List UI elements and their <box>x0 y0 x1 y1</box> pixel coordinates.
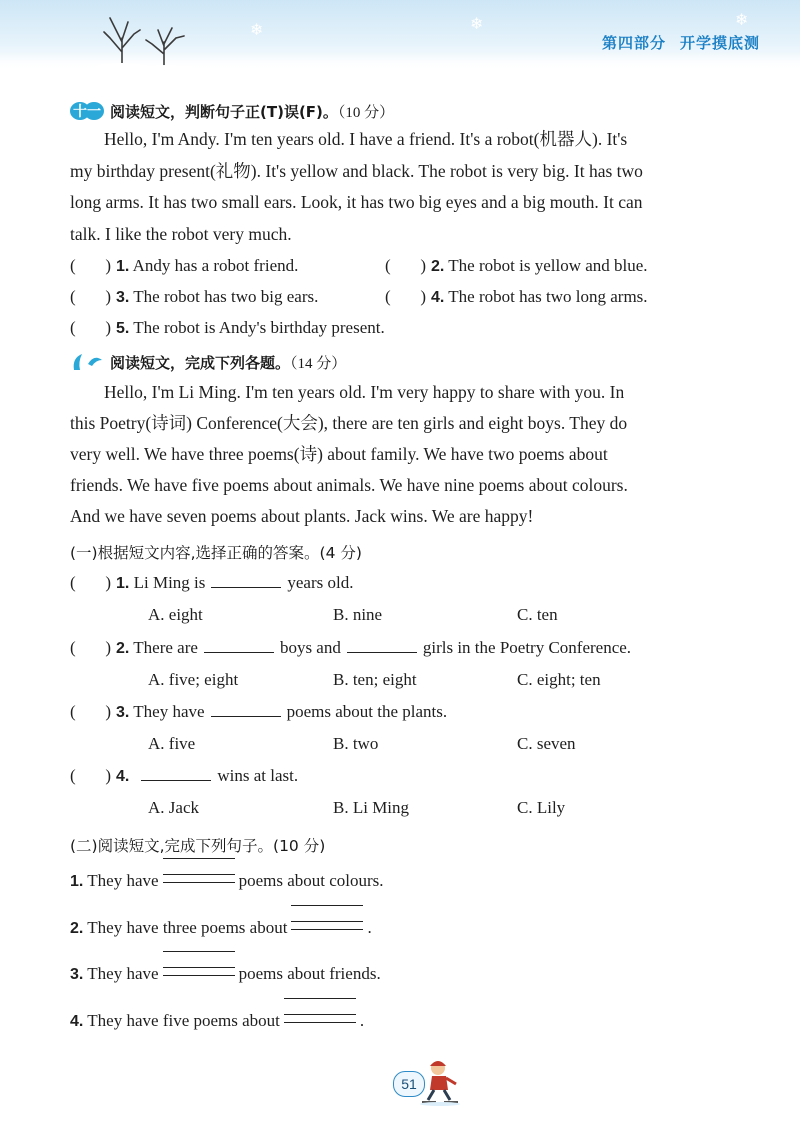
section-12-score: （14 分） <box>290 356 347 372</box>
fill-sentence-4: 4. They have five poems about . <box>70 1010 364 1031</box>
section-11-title <box>70 101 394 122</box>
answer-paren[interactable]: ( ) <box>385 287 427 306</box>
part-a-title: (一)根据短文内容,选择正确的答案。(4 分) <box>70 544 362 562</box>
header-title: 开学摸底测 <box>679 35 760 52</box>
answer-paren[interactable]: ( ) <box>70 702 112 721</box>
choice-question-1: ( ) 1. Li Ming is years old. <box>70 573 354 592</box>
answer-paren[interactable]: ( ) <box>70 256 112 275</box>
answer-blank[interactable] <box>204 638 274 653</box>
option-b[interactable]: B. two <box>333 734 379 753</box>
snowflake-icon: ❄ <box>470 14 484 33</box>
judge-item-1: ( ) 1. Andy has a robot friend. <box>70 256 299 275</box>
snowflake-icon: ❄ <box>250 20 264 39</box>
answer-paren[interactable]: ( ) <box>70 287 112 306</box>
option-c[interactable]: C. Lily <box>517 798 566 817</box>
answer-paren[interactable]: ( ) <box>70 573 112 592</box>
answer-paren[interactable]: ( ) <box>70 638 112 657</box>
snowflake-icon: ❄ <box>735 10 749 29</box>
answer-blank[interactable] <box>211 702 281 717</box>
header-part: 第四部分 <box>601 35 666 52</box>
passage-1-line-4: talk. I like the robot very much. <box>70 224 292 244</box>
passage-2-line-3: very well. We have three poems(诗) about family. We have two poems about <box>70 444 608 464</box>
passage-2-line-2: this Poetry(诗词) Conference(大会), there are ten girls and eight boys. They do <box>70 413 628 433</box>
section-number-icon <box>70 352 104 372</box>
option-c[interactable]: C. ten <box>517 605 558 624</box>
answer-blank[interactable] <box>347 638 417 653</box>
judge-item-4: ( ) 4. The robot has two long arms. <box>385 287 648 306</box>
section-11-heading: 阅读短文，判断句子正(T)误(F)。 <box>110 103 338 121</box>
passage-2-line-4: friends. We have five poems about animals. We have nine poems about colours. <box>70 475 628 495</box>
section-12-title <box>70 352 346 373</box>
passage-2-line-1: Hello, I'm Li Ming. I'm ten years old. I'm very happy to share with you. In <box>104 382 625 402</box>
passage-1-line-3: long arms. It has two small ears. Look, it has two big eyes and a big mouth. It can <box>70 192 643 212</box>
fill-sentence-2: 2. They have three poems about . <box>70 917 372 938</box>
section-12-heading: 阅读短文，完成下列各题。 <box>110 354 291 372</box>
judge-item-2: ( ) 2. The robot is yellow and blue. <box>385 256 648 275</box>
section-number-icon <box>70 101 104 121</box>
judge-item-5: ( ) 5. The robot is Andy's birthday present. <box>70 318 385 337</box>
part-b-title: (二)阅读短文,完成下列句子。(10 分) <box>70 837 326 855</box>
option-a[interactable]: A. Jack <box>148 798 199 817</box>
fill-sentence-3: 3. They have poems about friends. <box>70 963 381 984</box>
section-11-score: （10 分） <box>337 105 395 121</box>
passage-1-line-1: Hello, I'm Andy. I'm ten years old. I have a friend. It's a robot(机器人). It's <box>104 129 628 149</box>
answer-blank[interactable] <box>141 766 211 781</box>
passage-2-line-5: And we have seven poems about plants. Jack wins. We are happy! <box>70 506 534 526</box>
answer-line[interactable] <box>291 917 363 935</box>
option-b[interactable]: B. nine <box>333 605 383 624</box>
option-b[interactable]: B. Li Ming <box>333 798 410 817</box>
option-a[interactable]: A. five <box>148 734 196 753</box>
answer-line[interactable] <box>163 963 235 981</box>
answer-paren[interactable]: ( ) <box>70 318 112 337</box>
section-11-number: 十一 <box>73 104 101 120</box>
passage-1-line-2: my birthday present(礼物). It's yellow and black. The robot is very big. It has two <box>70 161 643 181</box>
option-b[interactable]: B. ten; eight <box>333 670 417 689</box>
judge-item-3: ( ) 3. The robot has two big ears. <box>70 287 319 306</box>
answer-blank[interactable] <box>211 573 281 588</box>
answer-line[interactable] <box>163 870 235 888</box>
fill-sentence-1: 1. They have poems about colours. <box>70 870 384 891</box>
page-number: 51 <box>393 1071 425 1097</box>
answer-paren[interactable]: ( ) <box>70 766 112 785</box>
choice-question-3: ( ) 3. They have poems about the plants. <box>70 702 448 721</box>
option-a[interactable]: A. five; eight <box>148 670 239 689</box>
choice-question-2: ( ) 2. There are boys and girls in the Poetry Conference. <box>70 638 632 657</box>
option-c[interactable]: C. eight; ten <box>517 670 601 689</box>
skating-child-icon <box>418 1058 464 1106</box>
answer-line[interactable] <box>284 1010 356 1028</box>
option-a[interactable]: A. eight <box>148 605 203 624</box>
option-c[interactable]: C. seven <box>517 734 576 753</box>
winter-trees-icon <box>92 8 202 72</box>
choice-question-4: ( ) 4. wins at last. <box>70 766 299 785</box>
answer-paren[interactable]: ( ) <box>385 256 427 275</box>
header-label <box>602 32 760 53</box>
